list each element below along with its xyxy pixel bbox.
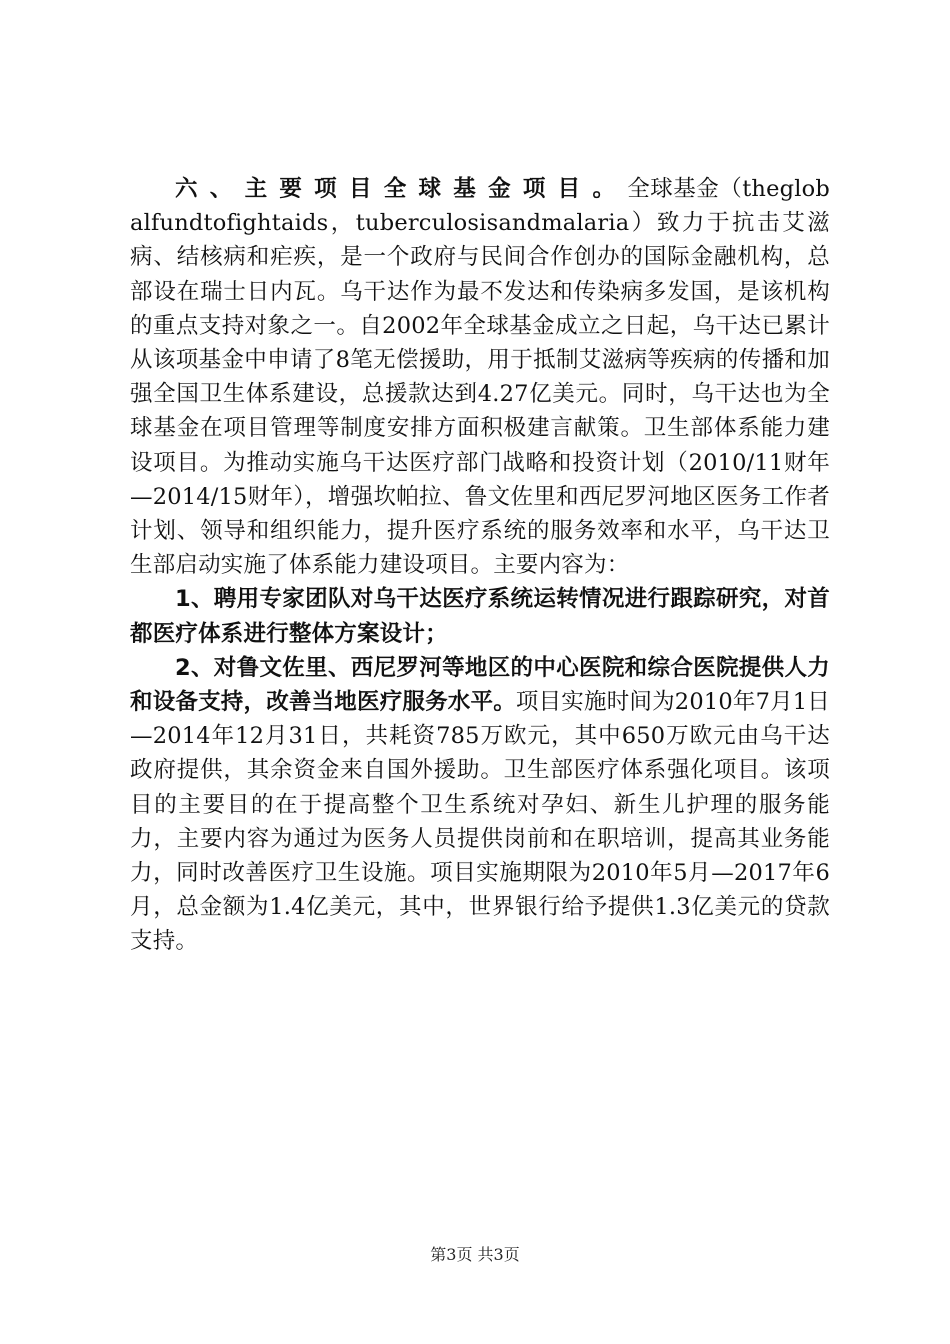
list-item-text: 1、聘用专家团队对乌干达医疗系统运转情况进行跟踪研究，对首都医疗体系进行整体方案设计；	[130, 586, 830, 647]
paragraph-text: 全球基金（theglobalfundtofightaids，tuberculosisandmalaria）致力于抗击艾滋病、结核病和疟疾，是一个政府与民间合作创办的国际金融机构，总部设在瑞士日内瓦。乌干达作为最不发达和传染病多发国，是该机构的重点支持对象之一。自2002年全球基金成立之日起，乌干达已累计从该项基金中申请了8笔无偿援助，用于抵制艾滋病等疾病的传播和加强全国卫生体系建设，总援款达到4.27亿美元。同时，乌干达也为全球基金在项目管理等制度安排方面积极建言献策。卫生部体系能力建设项目。为推动实施乌干达医疗部门战略和投资计划（2010/11财年—2014/15财年），增强坎帕拉、鲁文佐里和西尼罗河地区医务工作者计划、领导和组织能力，提升医疗系统的服务效率和水平，乌干达卫生部启动实施了体系能力建设项目。主要内容为：	[130, 176, 830, 579]
list-item-text: 2、对鲁文佐里、西尼罗河等地区的中心医院和综合医院提供人力和设备支持，改善当地医疗服务水平。	[130, 654, 830, 716]
page-footer	[0, 1242, 950, 1265]
paragraph-global-fund	[130, 172, 830, 582]
document-body	[130, 172, 830, 959]
section-heading: 六、主要项目全球基金项目。	[175, 176, 628, 202]
list-item-1	[130, 582, 830, 650]
list-item-2	[130, 651, 830, 959]
paragraph-text: 项目实施时间为2010年7月1日—2014年12月31日，共耗资785万欧元，其中650万欧元由乌干达政府提供，其余资金来自国外援助。卫生部医疗体系强化项目。该项目的主要目的在于提高整个卫生系统对孕妇、新生儿护理的服务能力，主要内容为通过为医务人员提供岗前和在职培训，提高其业务能力，同时改善医疗卫生设施。项目实施期限为2010年5月—2017年6月，总金额为1.4亿美元，其中，世界银行给予提供1.3亿美元的贷款支持。	[130, 689, 830, 955]
page-indicator: 第3页 共3页	[430, 1245, 520, 1264]
